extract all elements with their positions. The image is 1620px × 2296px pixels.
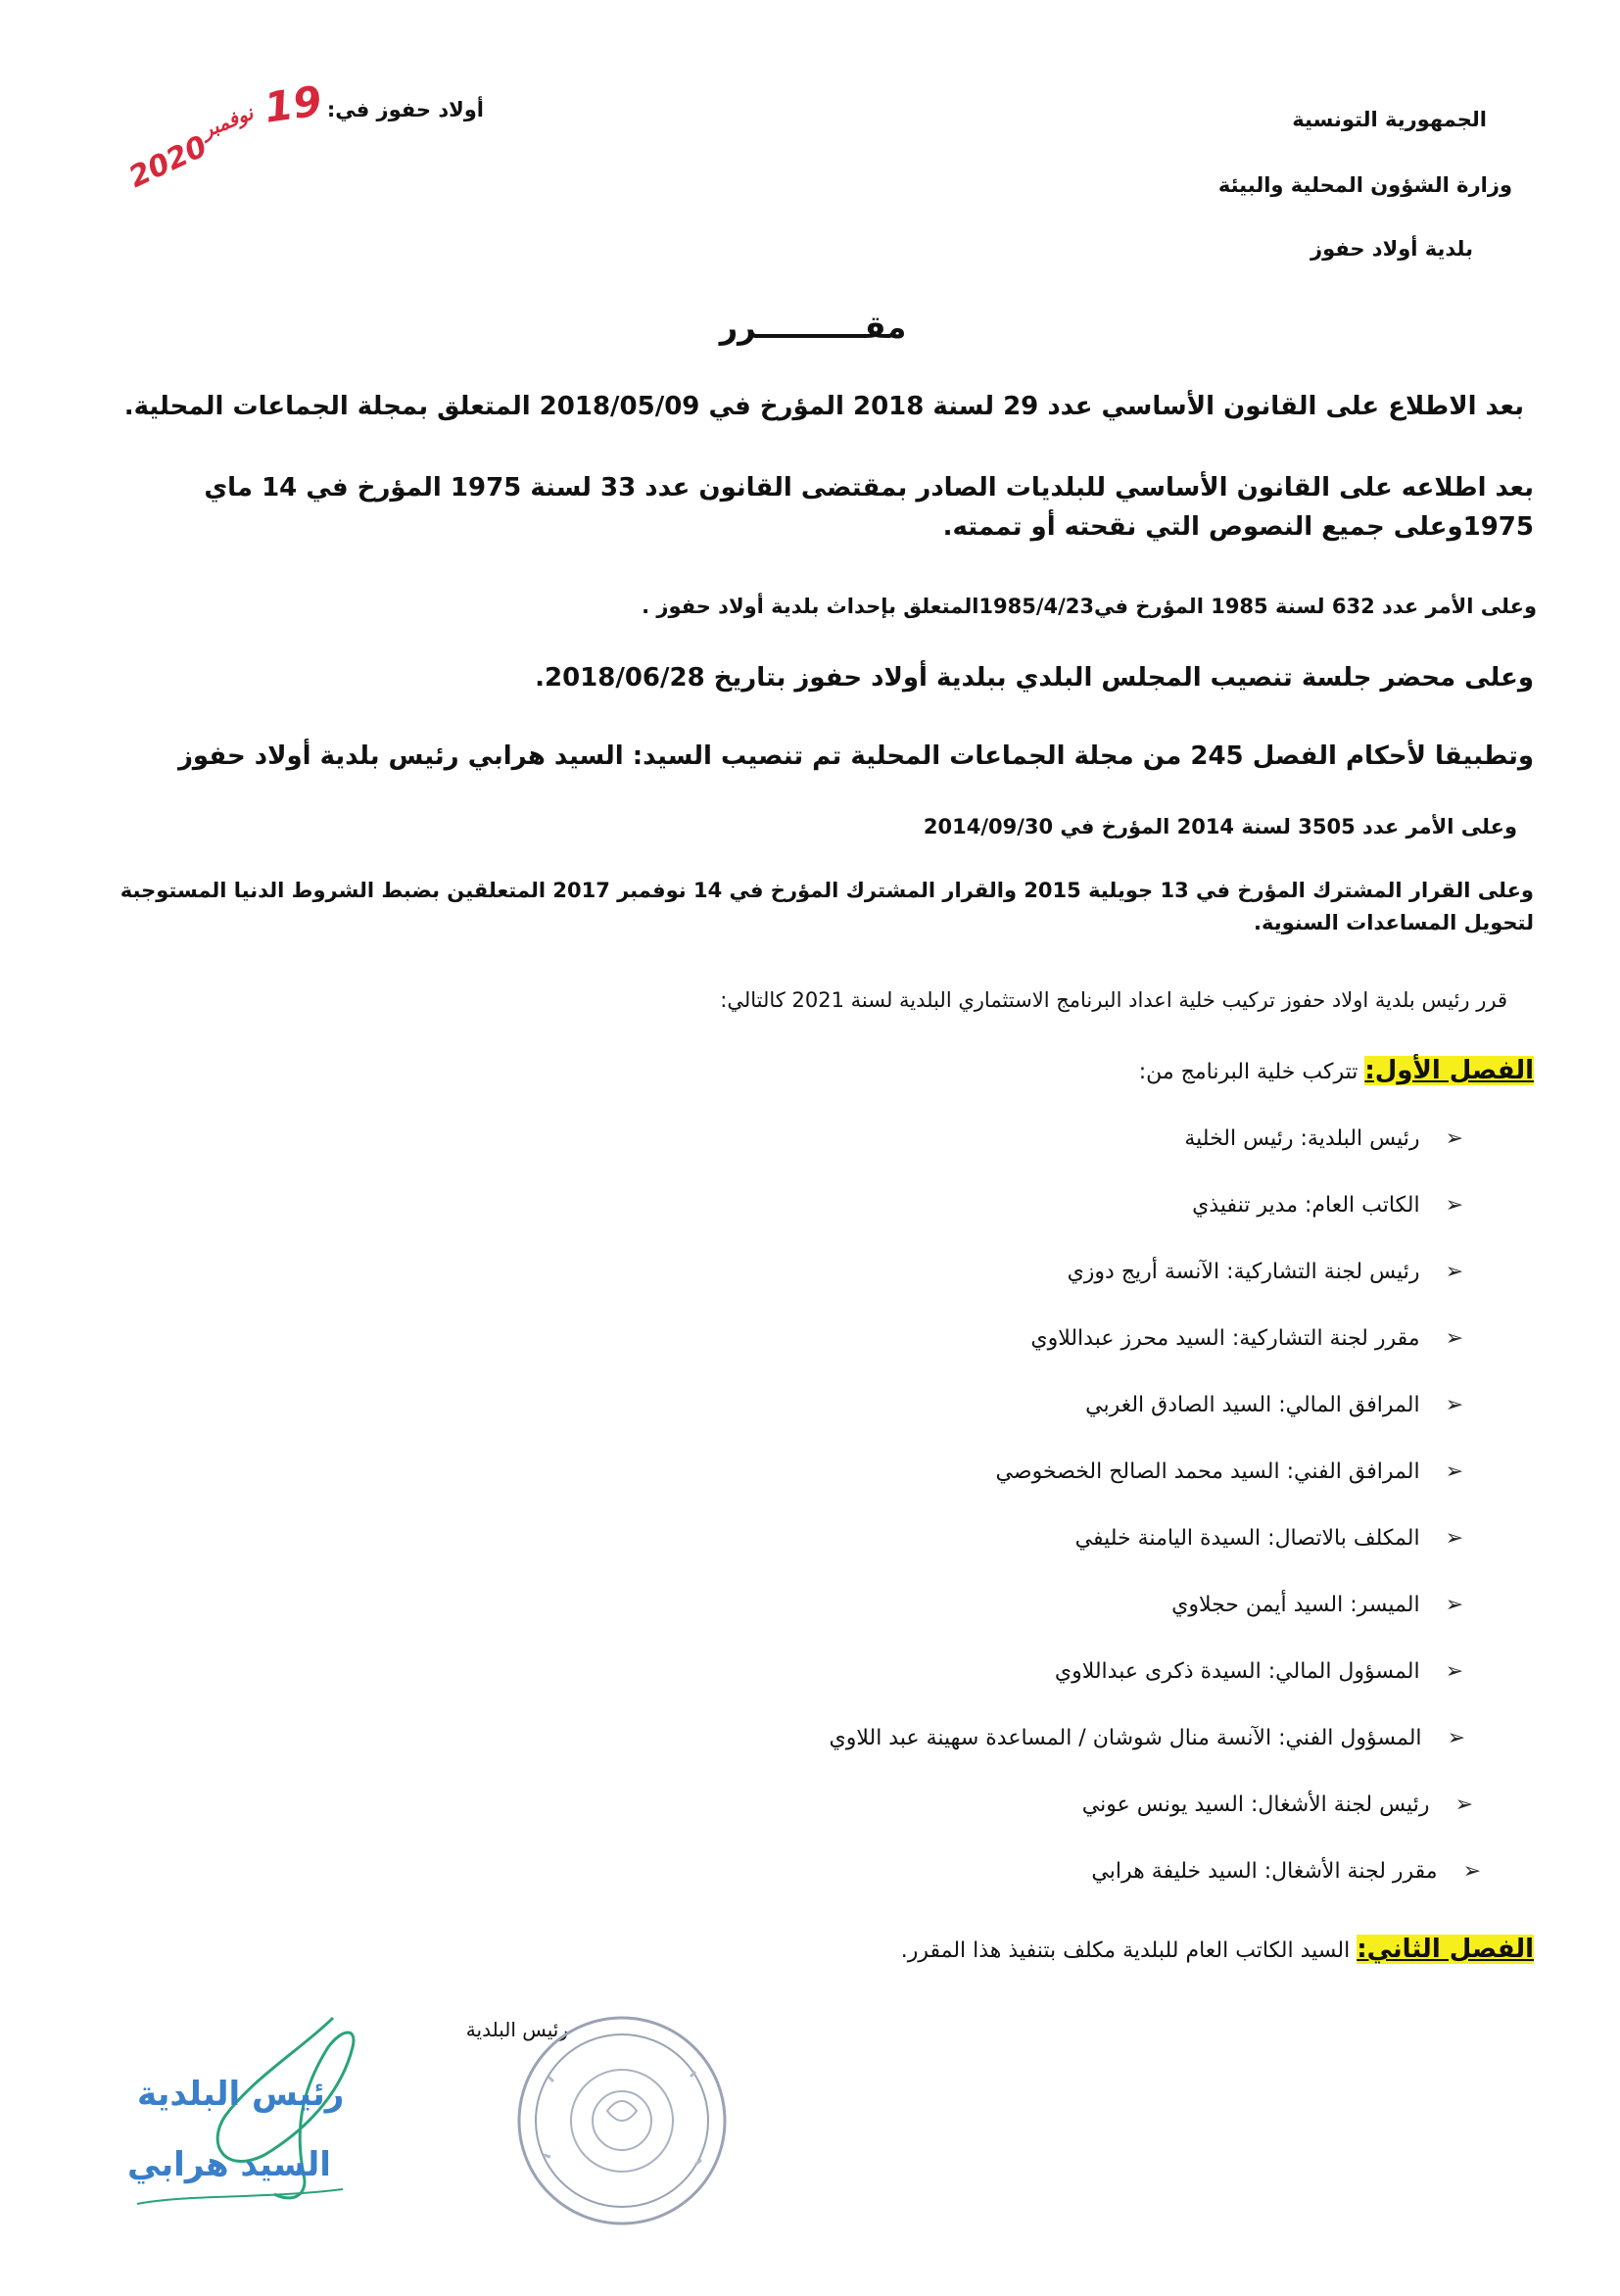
list-item: ➢ المرافق المالي: السيد الصادق الغربي <box>1085 1393 1463 1417</box>
preamble-7: وعلى القرار المشترك المؤرخ في 13 جويلية 2015 والقرار المشترك المؤرخ في 14 نوفمبر 2017 المتعلقين بضبط الشروط الدنيا المستوجبة لتحويل المساعدات السنوية. <box>119 879 1534 934</box>
date-stamp <box>118 69 333 196</box>
chapter-2-label: الفصل الثاني: <box>1357 1935 1534 1964</box>
list-item: ➢ رئيس لجنة التشاركية: الآنسة أريج دوزي <box>1067 1260 1463 1284</box>
signature-title: رئيس البلدية <box>465 2018 568 2041</box>
list-item: ➢ الكاتب العام: مدير تنفيذي <box>1192 1193 1463 1218</box>
list-item: ➢ المسؤول المالي: السيدة ذكرى عبداللاوي <box>1054 1659 1463 1684</box>
arrowhead-bullet-icon: ➢ <box>1445 1326 1463 1351</box>
official-seal-icon <box>509 2008 735 2233</box>
chapter-2-text: السيد الكاتب العام للبلدية مكلف بتنفيذ هذا المقرر. <box>900 1938 1351 1963</box>
chapter-1-heading <box>104 1056 1534 1085</box>
preamble-5: وتطبيقا لأحكام الفصل 245 من مجلة الجماعات المحلية تم تنصيب السيد: السيد هرابي رئيس بلدية أولاد حفوز <box>177 741 1534 771</box>
arrowhead-bullet-icon: ➢ <box>1445 1659 1463 1684</box>
preamble-3: وعلى الأمر عدد 632 لسنة 1985 المؤرخ في1985/4/23المتعلق بإحداث بلدية أولاد حفوز . <box>642 595 1537 618</box>
document-title: مقــــــــــرر <box>719 309 907 346</box>
arrowhead-bullet-icon: ➢ <box>1462 1859 1481 1884</box>
list-item: ➢ رئيس البلدية: رئيس الخلية <box>1184 1126 1463 1151</box>
arrowhead-bullet-icon: ➢ <box>1445 1593 1463 1617</box>
arrowhead-bullet-icon: ➢ <box>1445 1193 1463 1218</box>
preamble-6: وعلى الأمر عدد 3505 لسنة 2014 المؤرخ في 2014/09/30 <box>923 815 1517 838</box>
arrowhead-bullet-icon: ➢ <box>1454 1793 1473 1817</box>
country-name: الجمهورية التونسية <box>1292 108 1487 131</box>
preamble-4: وعلى محضر جلسة تنصيب المجلس البلدي ببلدية أولاد حفوز بتاريخ 2018/06/28. <box>535 663 1534 693</box>
list-item: ➢ المكلف بالاتصال: السيدة اليامنة خليفي <box>1074 1526 1463 1551</box>
arrowhead-bullet-icon: ➢ <box>1447 1726 1465 1750</box>
signature-line-2: السيد هرابي <box>127 2145 331 2184</box>
stamp-year: 2020 <box>123 128 213 196</box>
arrowhead-bullet-icon: ➢ <box>1445 1459 1463 1484</box>
chapter-2 <box>104 1935 1534 1964</box>
place-date-label: أولاد حفوز في: <box>326 98 484 121</box>
arrowhead-bullet-icon: ➢ <box>1445 1260 1463 1284</box>
preamble-8: قرر رئيس بلدية اولاد حفوز تركيب خلية اعداد البرنامج الاستثماري البلدية لسنة 2021 كالتالي: <box>720 988 1507 1012</box>
list-item: ➢ رئيس لجنة الأشغال: السيد يونس عوني <box>1081 1793 1473 1817</box>
preamble-1: بعد الاطلاع على القانون الأساسي عدد 29 لسنة 2018 المؤرخ في 2018/05/09 المتعلق بمجلة الجماعات المحلية. <box>123 392 1524 421</box>
list-item: ➢ مقرر لجنة التشاركية: السيد محرز عبداللاوي <box>1030 1326 1463 1351</box>
preamble-2: بعد اطلاعه على القانون الأساسي للبلديات الصادر بمقتضى القانون عدد 33 لسنة 1975 المؤرخ في 14 ماي 1975وعلى جميع النصوص التي نقحته أو تممته. <box>204 473 1534 543</box>
handwritten-signature <box>108 2008 519 2233</box>
ministry-name: وزارة الشؤون المحلية والبيئة <box>1217 173 1512 197</box>
arrowhead-bullet-icon: ➢ <box>1445 1526 1463 1551</box>
stamp-month: نوفمبر <box>198 100 257 143</box>
list-item: ➢ المرافق الفني: السيد محمد الصالح الخصخوصي <box>995 1459 1463 1484</box>
chapter-1-text: تتركب خلية البرنامج من: <box>1138 1060 1358 1084</box>
list-item: ➢ المسؤول الفني: الآنسة منال شوشان / المساعدة سهينة عبد اللاوي <box>829 1726 1465 1750</box>
signature-line-1: رئيس البلدية <box>137 2075 345 2114</box>
list-item: ➢ مقرر لجنة الأشغال: السيد خليفة هرابي <box>1091 1859 1481 1884</box>
stamp-day: 19 <box>261 76 325 132</box>
arrowhead-bullet-icon: ➢ <box>1445 1126 1463 1151</box>
arrowhead-bullet-icon: ➢ <box>1445 1393 1463 1417</box>
municipality-name: بلدية أولاد حفوز <box>1310 237 1473 261</box>
list-item: ➢ الميسر: السيد أيمن حجلاوي <box>1171 1593 1463 1617</box>
chapter-1-label: الفصل الأول: <box>1364 1056 1534 1085</box>
